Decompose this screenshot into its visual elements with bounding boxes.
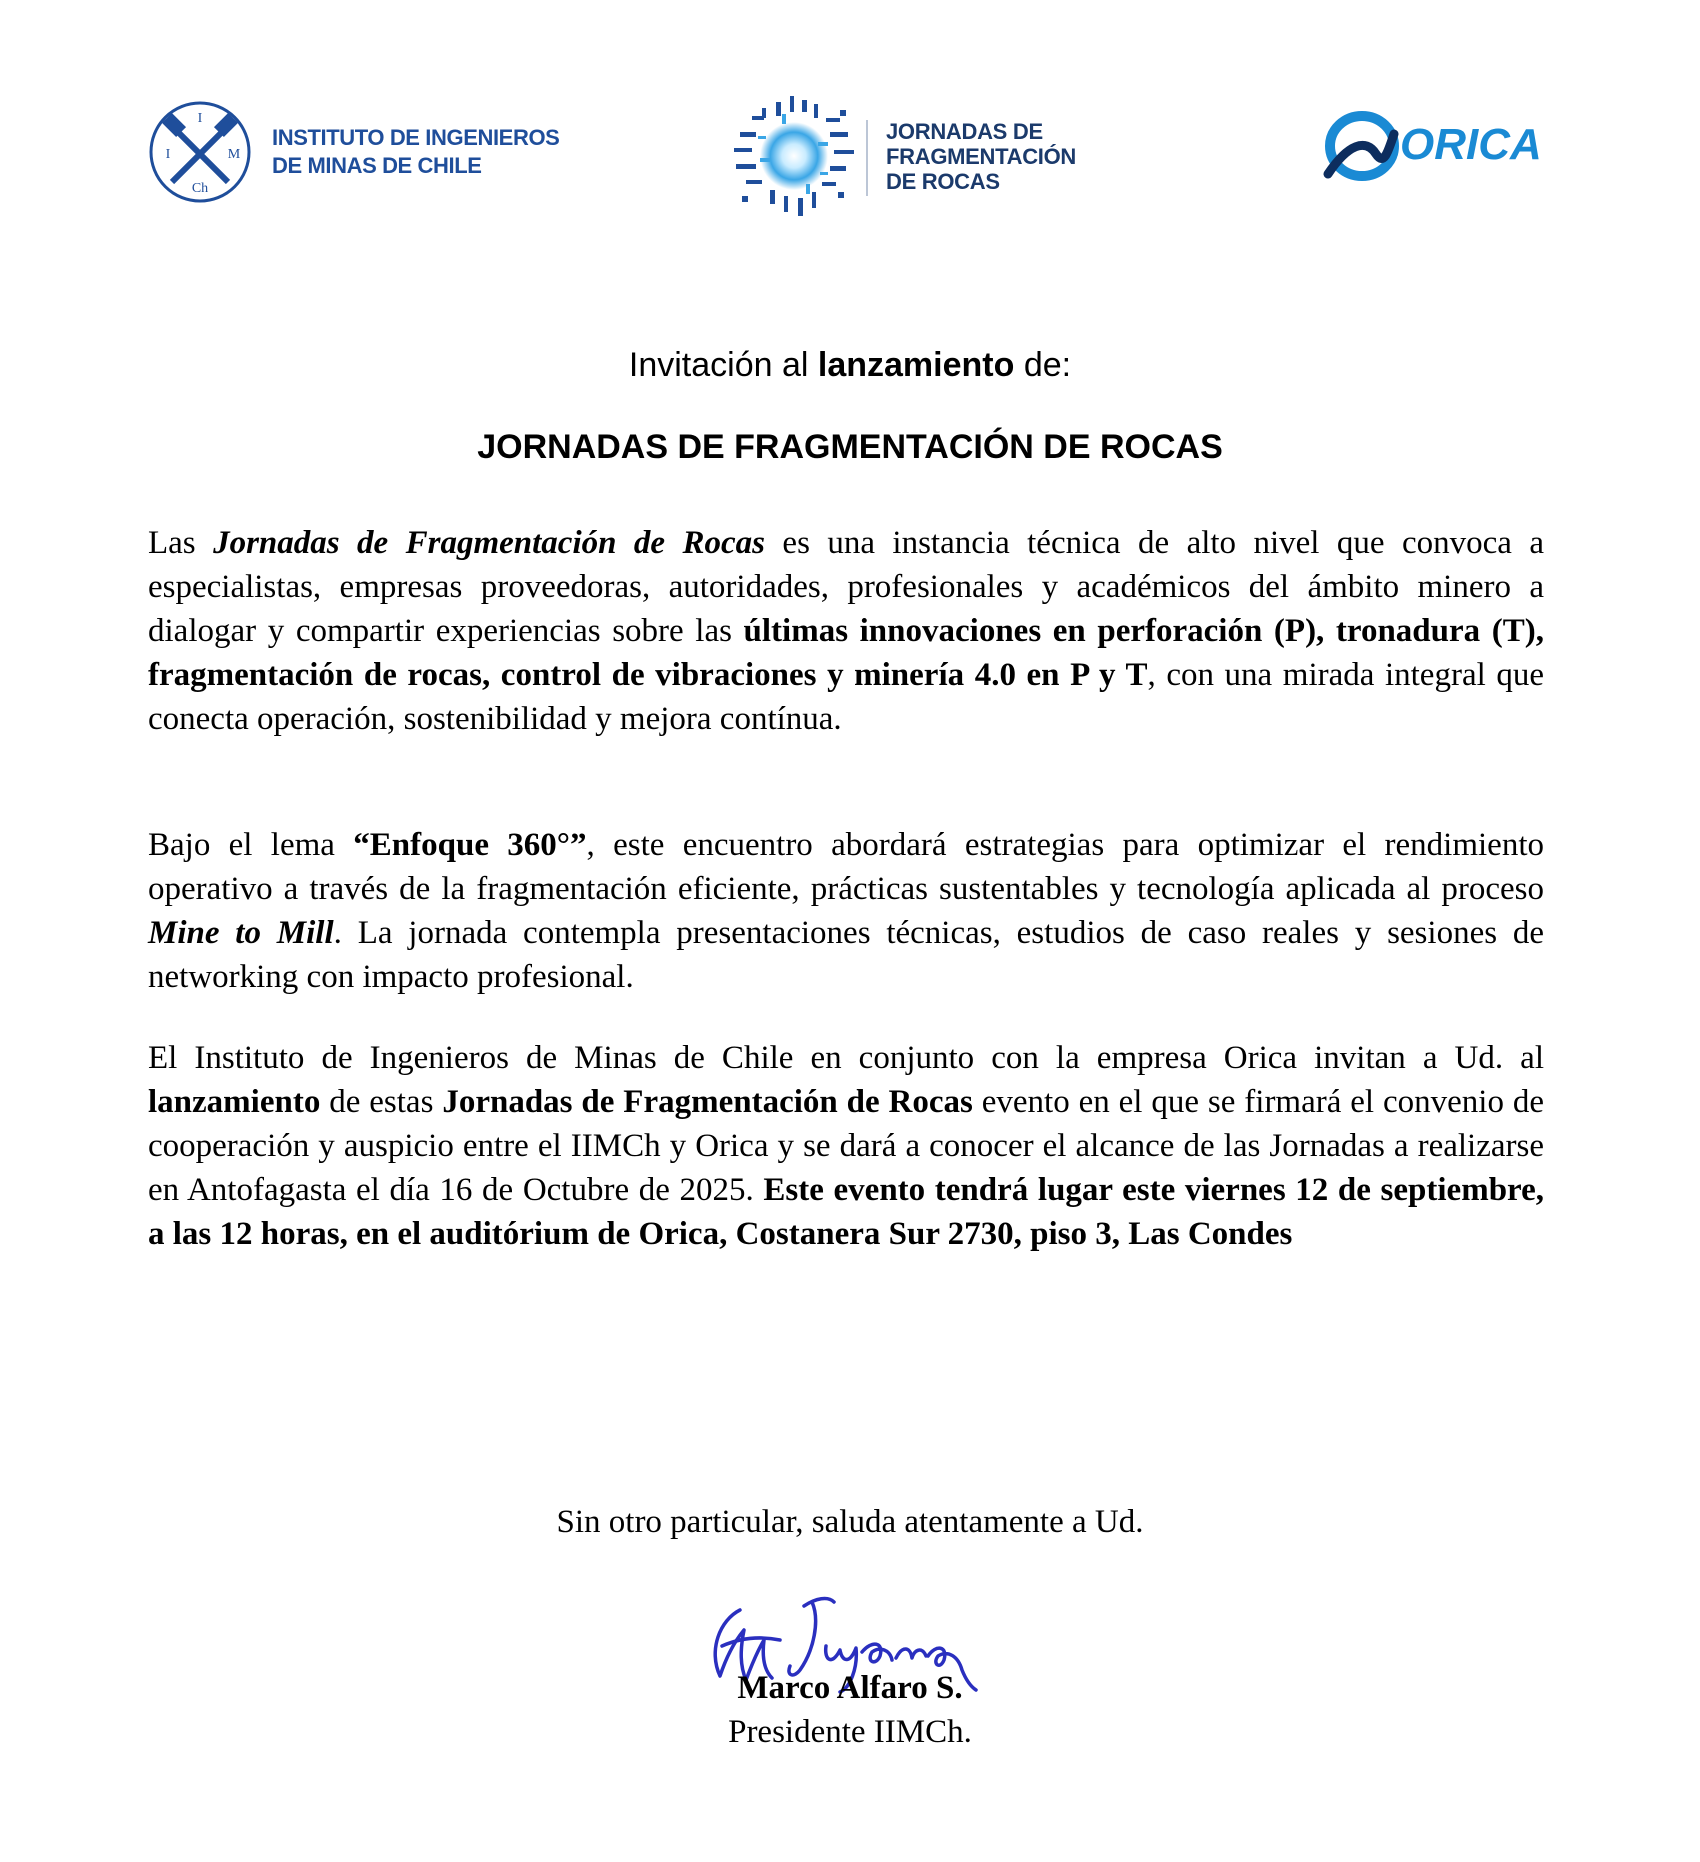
p3-lanzamiento: lanzamiento bbox=[148, 1084, 321, 1120]
logo-divider bbox=[866, 120, 868, 196]
paragraph-launch bbox=[148, 1036, 1544, 1256]
jornadas-wordmark-line3: DE ROCAS bbox=[886, 169, 1000, 194]
invitation-suffix: de: bbox=[1014, 346, 1072, 384]
paragraph-intro bbox=[148, 521, 1544, 741]
p1-topics: últimas innovaciones en perforación (P), tronadura (T), fragmentación de rocas, control de vibraciones y minería 4.0 en P y T bbox=[148, 613, 1544, 693]
p2-text-2: , este encuentro abordará estrategias para optimizar el rendimiento operativo a través de la fragmentación eficiente, prácticas sustentables y tecnología aplicada al proceso bbox=[148, 827, 1544, 907]
iimch-wordmark-line1: INSTITUTO DE INGENIEROS bbox=[272, 125, 560, 150]
p2-text-3: . La jornada contempla presentaciones técnicas, estudios de caso reales y sesiones de networking con impacto profesional. bbox=[148, 915, 1545, 995]
jornadas-wordmark-line1: JORNADAS DE bbox=[886, 119, 1043, 144]
invitation-line bbox=[0, 346, 1700, 385]
seal-letter-right: M bbox=[227, 147, 241, 162]
p3-event-details: Este evento tendrá lugar este viernes 12 de septiembre, a las 12 horas, en el auditórium de Orica, Costanera Sur 2730, piso 3, Las Condes bbox=[148, 1172, 1544, 1252]
p3-text-3: evento en el que se firmará el convenio de cooperación y auspicio entre el IIMCh y Orica y se dará a conocer el alcance de las Jornadas a realizarse en Antofagasta el día 16 de Octubre de 2025. bbox=[148, 1084, 1544, 1208]
p3-text-2: de estas bbox=[320, 1084, 443, 1120]
signer-title: Presidente IIMCh. bbox=[728, 1714, 972, 1750]
fragmentation-burst-icon bbox=[730, 92, 858, 220]
p2-text-1: Bajo el lema bbox=[148, 827, 354, 863]
jornadas-logo bbox=[730, 92, 1077, 222]
p2-mine-to-mill: Mine to Mill bbox=[148, 915, 334, 951]
closing-line: Sin otro particular, saluda atentamente a Ud. bbox=[556, 1504, 1144, 1540]
seal-letter-left: I bbox=[165, 147, 171, 162]
invitation-bold: lanzamiento bbox=[817, 346, 1015, 384]
p1-text-1: Las bbox=[148, 525, 214, 561]
seal-letter-bottom: Ch bbox=[191, 181, 209, 196]
p1-text-3: , con una mirada integral que conecta operación, sostenibilidad y mejora contínua. bbox=[148, 657, 1544, 737]
p3-text-1: El Instituto de Ingenieros de Minas de Chile en conjunto con la empresa Orica invitan a Ud. al bbox=[148, 1040, 1544, 1076]
paragraph-motto bbox=[148, 823, 1544, 999]
p1-event-name: Jornadas de Fragmentación de Rocas bbox=[213, 525, 765, 561]
jornadas-wordmark-line2: FRAGMENTACIÓN bbox=[886, 144, 1077, 169]
event-title: JORNADAS DE FRAGMENTACIÓN DE ROCAS bbox=[477, 428, 1223, 466]
p3-event-name: Jornadas de Fragmentación de Rocas bbox=[442, 1084, 973, 1120]
orica-mark-icon bbox=[1318, 104, 1402, 188]
orica-wordmark: ORICA bbox=[1400, 120, 1542, 169]
invitation-prefix: Invitación al bbox=[628, 346, 818, 384]
iimch-wordmark-line2: DE MINAS DE CHILE bbox=[272, 153, 482, 178]
p2-motto: “Enfoque 360°” bbox=[353, 827, 587, 863]
p1-text-2: es una instancia técnica de alto nivel que convoca a especialistas, empresas proveedoras, autoridades, profesionales y académicos del ámbito minero a dialogar y compartir experiencias sobre las bbox=[148, 525, 1544, 649]
iimch-wordmark bbox=[272, 124, 559, 180]
iimch-seal-icon bbox=[148, 100, 252, 204]
iimch-logo bbox=[148, 100, 560, 210]
signer-name: Marco Alfaro S. bbox=[737, 1670, 963, 1706]
jornadas-wordmark bbox=[886, 119, 1076, 194]
seal-letter-top: I bbox=[197, 111, 203, 126]
orica-logo bbox=[1318, 104, 1568, 190]
